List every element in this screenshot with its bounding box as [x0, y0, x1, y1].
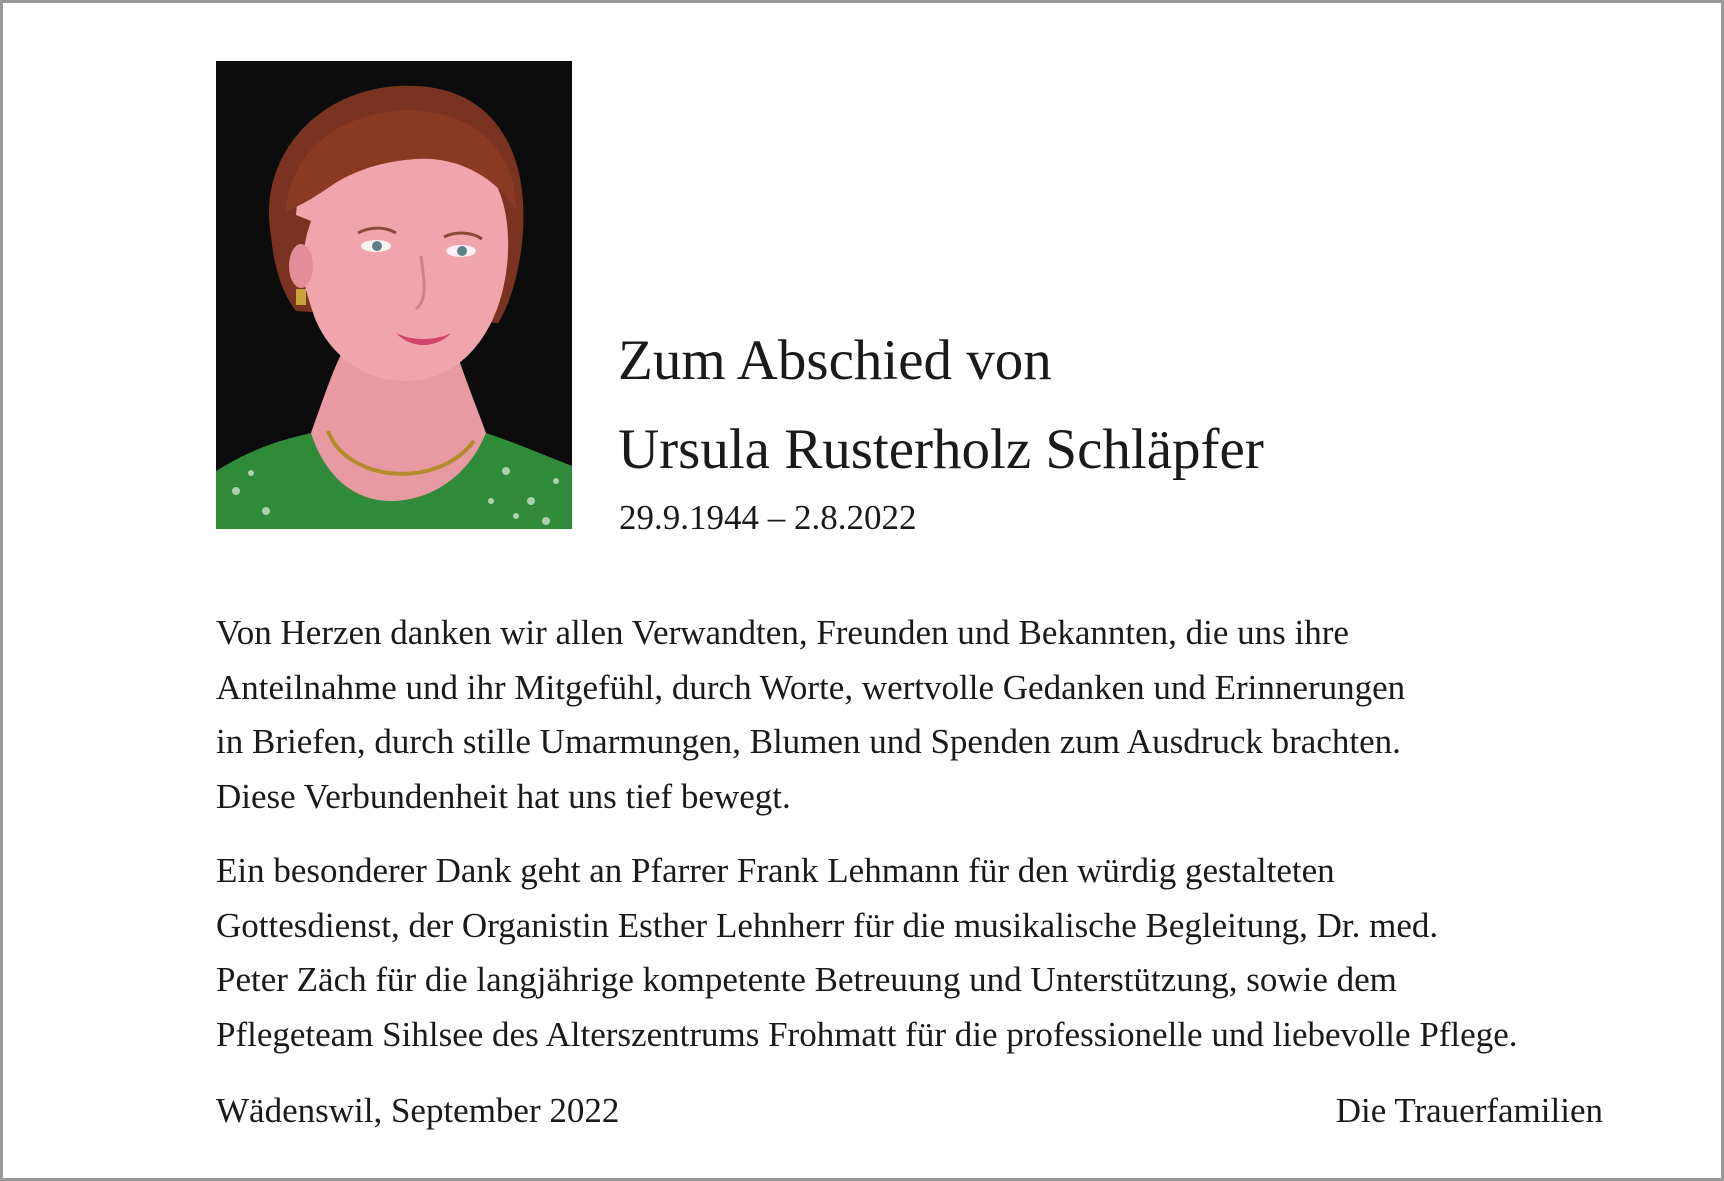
text-line: Gottesdienst, der Organistin Esther Lehnherr für die musikalische Begleitung, Dr. med. — [216, 905, 1439, 945]
place-date: Wädenswil, September 2022 — [216, 1091, 620, 1130]
thanks-paragraph — [216, 606, 1616, 824]
life-dates: 29.9.1944 – 2.8.2022 — [619, 498, 917, 537]
text-line: in Briefen, durch stille Umarmungen, Blumen und Spenden zum Ausdruck brachten. — [216, 722, 1401, 761]
deceased-name: Ursula Rusterholz Schläpfer — [618, 418, 1264, 481]
text-line: Ein besonderer Dank geht an Pfarrer Frank Lehmann für den würdig gestalteten — [216, 851, 1335, 890]
signature: Die Trauerfamilien — [1335, 1091, 1603, 1130]
portrait-photo — [216, 61, 572, 529]
heading-intro: Zum Abschied von — [618, 329, 1052, 392]
notice-heading — [618, 316, 1264, 494]
text-line: Diese Verbundenheit hat uns tief bewegt. — [216, 776, 791, 816]
text-line: Anteilnahme und ihr Mitgefühl, durch Worte, wertvolle Gedanken und Erinnerungen — [216, 667, 1406, 707]
special-thanks-paragraph — [216, 844, 1616, 1062]
text-line: Von Herzen danken wir allen Verwandten, Freunden und Bekannten, die uns ihre — [216, 613, 1349, 652]
text-line: Peter Zäch für die langjährige kompetente Betreuung und Unterstützung, sowie dem — [216, 960, 1397, 999]
text-line: Pflegeteam Sihlsee des Alterszentrums Frohmatt für die professionelle und liebevolle Pflege. — [216, 1014, 1518, 1054]
